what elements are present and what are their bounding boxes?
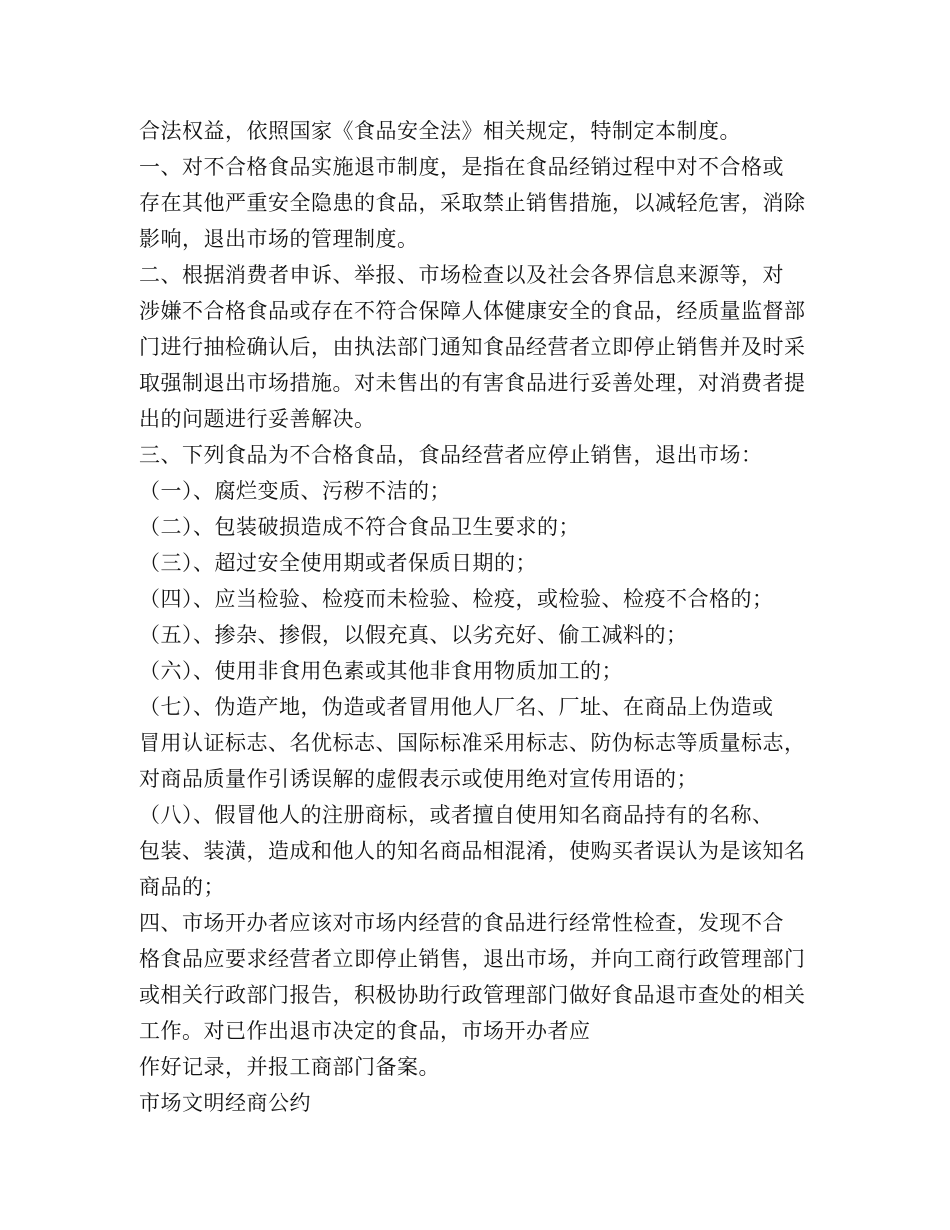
text-line: 商品的； [139, 875, 225, 899]
text-line: （三）、超过安全使用期或者保质日期的； [139, 551, 537, 575]
text-line: 门进行抽检确认后，由执法部门通知食品经营者立即停止销售并及时采 [139, 335, 806, 359]
text-line: 包装、装潢，造成和他人的知名商品相混淆，使购买者误认为是该知名 [139, 839, 806, 863]
text-line: 四、市场开办者应该对市场内经营的食品进行经常性检查，发现不合 [139, 911, 784, 935]
text-line: 出的问题进行妥善解决。 [139, 407, 376, 431]
text-line: （二）、包装破损造成不符合食品卫生要求的； [139, 515, 580, 539]
text-line: 冒用认证标志、名优标志、国际标准采用标志、防伪标志等质量标志， [139, 731, 806, 755]
text-line: 二、根据消费者申诉、举报、市场检查以及社会各界信息来源等，对 [139, 263, 784, 287]
text-line: 对商品质量作引诱误解的虚假表示或使用绝对宣传用语的； [139, 767, 698, 791]
text-line: （七）、伪造产地，伪造或者冒用他人厂名、厂址、在商品上伪造或 [139, 695, 774, 719]
text-line: 影响，退出市场的管理制度。 [139, 227, 419, 251]
text-line: 或相关行政部门报告，积极协助行政管理部门做好食品退市查处的相关 [139, 983, 806, 1007]
text-line: 取强制退出市场措施。对未售出的有害食品进行妥善处理，对消费者提 [139, 371, 806, 395]
text-line: 三、下列食品为不合格食品，食品经营者应停止销售，退出市场： [139, 443, 763, 467]
text-line: 一、对不合格食品实施退市制度，是指在食品经销过程中对不合格或 [139, 155, 784, 179]
text-line: 工作。对已作出退市决定的食品，市场开办者应 [139, 1019, 591, 1043]
text-line: （一）、腐烂变质、污秽不洁的； [139, 479, 451, 503]
text-line: 涉嫌不合格食品或存在不符合保障人体健康安全的食品，经质量监督部 [139, 299, 806, 323]
section-heading: 市场文明经商公约 [139, 1091, 311, 1115]
text-line: （八）、假冒他人的注册商标，或者擅自使用知名商品持有的名称、 [139, 803, 774, 827]
text-line: 存在其他严重安全隐患的食品，采取禁止销售措施，以减轻危害，消除 [139, 191, 806, 215]
text-line: 作好记录，并报工商部门备案。 [139, 1055, 440, 1079]
text-line: （五）、掺杂、掺假，以假充真、以劣充好、偷工减料的； [139, 623, 688, 647]
text-line: 格食品应要求经营者立即停止销售，退出市场，并向工商行政管理部门 [139, 947, 806, 971]
text-line: （四）、应当检验、检疫而未检验、检疫，或检验、检疫不合格的； [139, 587, 774, 611]
text-line: 合法权益，依照国家《食品安全法》相关规定，特制定本制度。 [139, 119, 741, 143]
text-line: （六）、使用非食用色素或其他非食用物质加工的； [139, 659, 623, 683]
